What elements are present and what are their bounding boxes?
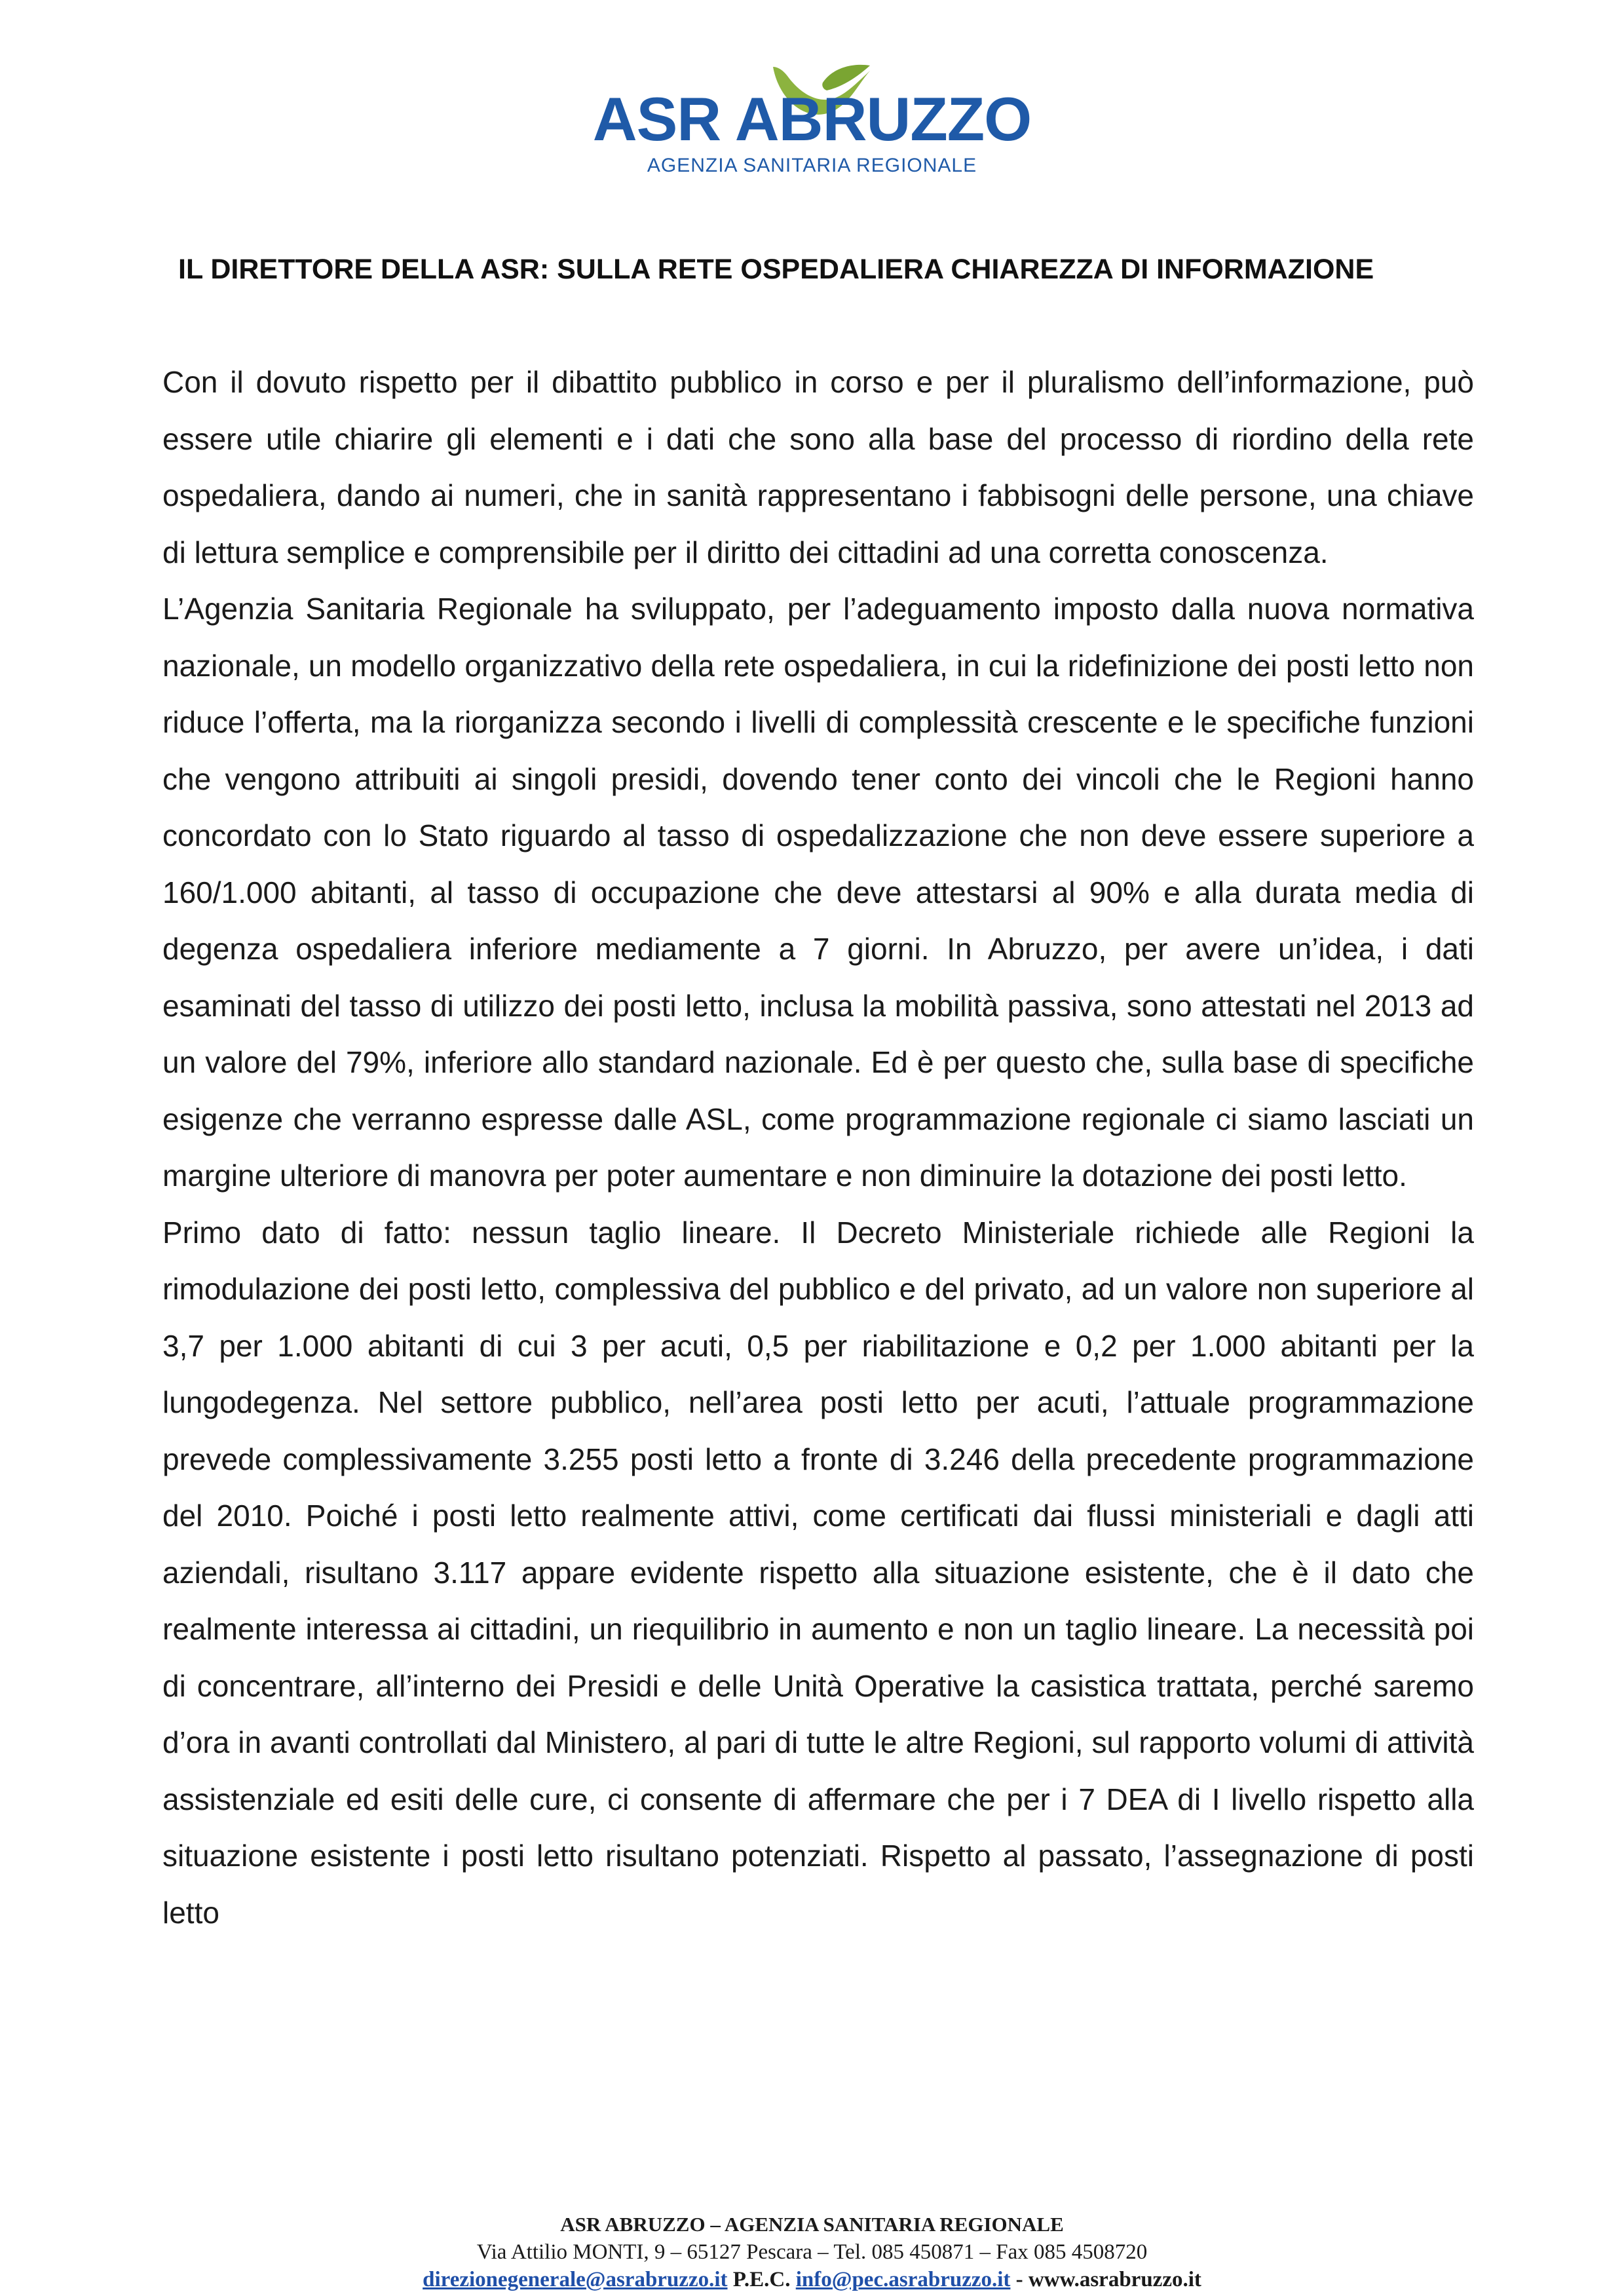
separator: - [1015, 2268, 1023, 2291]
document-title: IL DIRETTORE DELLA ASR: SULLA RETE OSPEDALIERA CHIAREZZA DI INFORMAZIONE [178, 254, 1374, 285]
footer [0, 2211, 1624, 2293]
paragraph: Con il dovuto rispetto per il dibattito pubblico in corso e per il pluralismo dell’informazione, può essere utile chiarire gli elementi e i dati che sono alla base del processo di riordino della rete ospedaliera, dando ai numeri, che in sanità rappresentano i fabbisogni delle persone, una chiave di lettura semplice e comprensibile per il diritto dei cittadini ad una corretta conoscenza. [162, 365, 1474, 569]
brand-name: ASR ABRUZZO [592, 85, 1032, 153]
footer-org: ASR ABRUZZO – AGENZIA SANITARIA REGIONALE [560, 2213, 1064, 2236]
paragraph: L’Agenzia Sanitaria Regionale ha sviluppato, per l’adeguamento imposto dalla nuova normativa nazionale, un modello organizzativo della rete ospedaliera, in cui la ridefinizione dei posti letto non riduce l’offerta, ma la riorganizza secondo i livelli di complessità crescente e le specifiche funzioni che vengono attribuiti ai singoli presidi, dovendo tener conto dei vincoli che le Regioni hanno concordato con lo Stato riguardo al tasso di ospedalizzazione che non deve essere superiore a 160/1.000 abitanti, al tasso di occupazione che deve attestarsi al 90% e alla durata media di degenza ospedaliera inferiore mediamente a 7 giorni. In Abruzzo, per avere un’idea, i dati esaminati del tasso di utilizzo dei posti letto, inclusa la mobilità passiva, sono attestati nel 2013 ad un valore del 79%, inferiore allo standard nazionale. Ed è per questo che, sulla base di specifiche esigenze che verranno espresse dalle ASL, come programmazione regionale ci siamo lasciati un margine ulteriore di manovra per poter aumentare e non diminuire la dotazione dei posti letto. [162, 592, 1474, 1193]
document-body [162, 354, 1474, 1941]
footer-address: Via Attilio MONTI, 9 – 65127 Pescara – Tel. 085 450871 – Fax 085 4508720 [476, 2240, 1148, 2264]
paragraph: Primo dato di fatto: nessun taglio lineare. Il Decreto Ministeriale richiede alle Regioni la rimodulazione dei posti letto, complessiva del pubblico e del privato, ad un valore non superiore al 3,7 per 1.000 abitanti di cui 3 per acuti, 0,5 per riabilitazione e 0,2 per 1.000 abitanti per la lungodegenza. Nel settore pubblico, nell’area posti letto per acuti, l’attuale programmazione prevede complessivamente 3.255 posti letto a fronte di 3.246 della precedente programmazione del 2010. Poiché i posti letto realmente attivi, come certificati dai flussi ministeriali e dagli atti aziendali, risultano 3.117 appare evidente rispetto alla situazione esistente, che è il dato che realmente interessa ai cittadini, un riequilibrio in aumento e non un taglio lineare. La necessità poi di concentrare, all’interno dei Presidi e delle Unità Operative la casistica trattata, perché saremo d’ora in avanti controllati dal Ministero, al pari di tutte le altre Regioni, sul rapporto volumi di attività assistenziale ed esiti delle cure, ci consente di affermare che per i 7 DEA di I livello rispetto alla situazione esistente i posti letto risultano potenziati. Rispetto al passato, l’assegnazione di posti letto [162, 1215, 1474, 1930]
pec-link[interactable]: info@pec.asrabruzzo.it [795, 2268, 1011, 2291]
email-link[interactable]: direzionegenerale@asrabruzzo.it [423, 2268, 728, 2291]
footer-contacts [0, 2266, 1624, 2293]
brand-subtitle: AGENZIA SANITARIA REGIONALE [647, 155, 977, 176]
pec-label: P.E.C. [732, 2268, 791, 2291]
website-link[interactable]: www.asrabruzzo.it [1028, 2268, 1201, 2291]
